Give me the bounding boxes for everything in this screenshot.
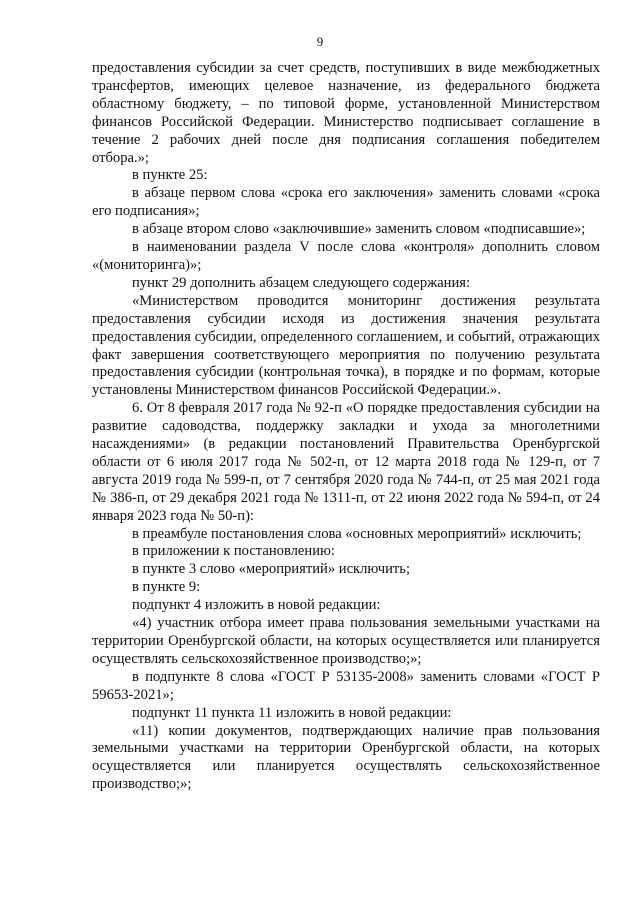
- paragraph: подпункт 4 изложить в новой редакции:: [132, 597, 381, 614]
- paragraph: в пункте 9:: [132, 579, 201, 596]
- paragraph: подпункт 11 пункта 11 изложить в новой редакции:: [132, 704, 452, 721]
- paragraph: «Министерством проводится мониторинг достижения результата предоставления субсидии исходя из достижения значения результата предоставления субсидии, определенного соглашением, и событий, отражающих факт завершения соответствующего мероприятия по получению результата предоставления субсидии (контрольная точка), в порядке и по формам, которые установлены Министерством финансов Российской Федерации.».: [92, 292, 600, 399]
- paragraph: пункт 29 дополнить абзацем следующего содержания:: [132, 274, 471, 291]
- paragraph: 6. От 8 февраля 2017 года № 92-п «О порядке предоставления субсидии на развитие садоводства, поддержку закладки и ухода за многолетними насаждениями» (в редакции постановлений Правительства Оренбургской области от 6 июля 2017 года № 502-п, от 12 марта 2018 года № 129-п, от 7 августа 2019 года № 599-п, от 7 сентября 2020 года № 744-п, от 25 мая 2021 года № 386-п, от 29 декабря 2021 года № 1311-п, от 22 июня 2022 года № 594-п, от 24 января 2023 года № 50-п):: [92, 400, 600, 524]
- paragraph-continuation: предоставления субсидии за счет средств, поступивших в виде межбюджетных трансфертов, имеющих целевое назначение, из федерального бюджета областному бюджету, – по типовой форме, установленной Министерством финансов Российской Федерации. Министерство подписывает соглашение в течение 2 рабочих дней после дня подписания соглашения победителем отбора.»;: [92, 60, 600, 166]
- paragraph: в преамбуле постановления слова «основных мероприятий» исключить;: [132, 525, 582, 542]
- paragraph: в абзаце втором слово «заключившие» заменить словом «подписавшие»;: [132, 221, 586, 238]
- paragraph: в пункте 3 слово «мероприятий» исключить;: [132, 561, 411, 578]
- paragraph: «11) копии документов, подтверждающих наличие прав пользования земельными участками на территории Оренбургской области, на которых осуществляется или планируется осуществлять сельскохозяйственное производство;»;: [92, 722, 600, 793]
- paragraph: в пункте 25:: [132, 167, 208, 184]
- page-number: 9: [316, 34, 324, 49]
- document-body: [92, 60, 600, 794]
- paragraph: в подпункте 8 слова «ГОСТ Р 53135-2008» заменить словами «ГОСТ Р 59653-2021»;: [92, 668, 600, 703]
- paragraph: «4) участник отбора имеет права пользования земельными участками на территории Оренбургской области, на которых осуществляется или планируется осуществлять сельскохозяйственное производство;»;: [92, 615, 600, 667]
- paragraph: в приложении к постановлению:: [132, 543, 335, 560]
- paragraph: в абзаце первом слова «срока его заключения» заменить словами «срока его подписания»;: [92, 185, 600, 220]
- paragraph: в наименовании раздела V после слова «контроля» дополнить словом «(мониторинга)»;: [92, 239, 600, 273]
